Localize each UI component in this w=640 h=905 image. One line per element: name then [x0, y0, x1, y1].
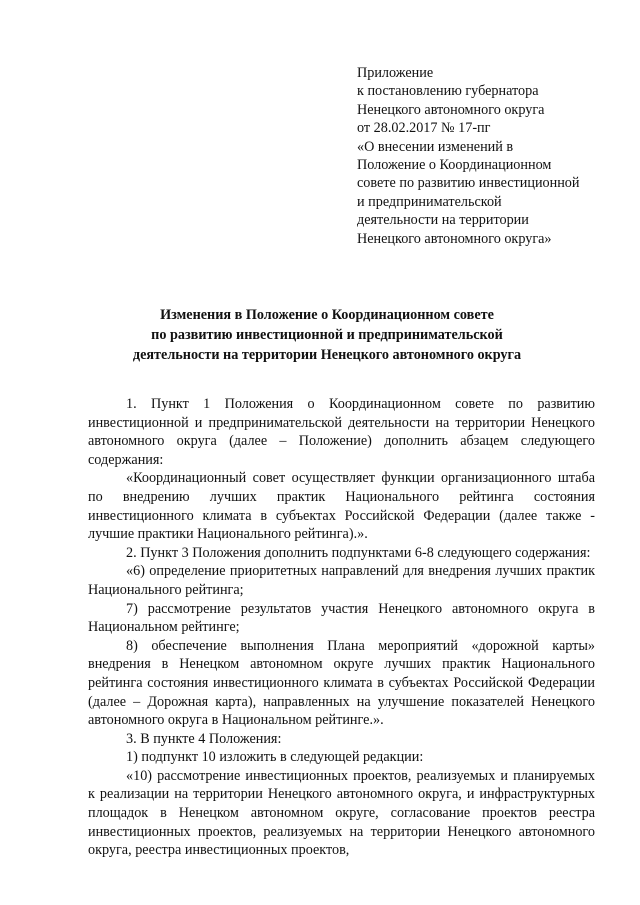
title-line: Изменения в Положение о Координационном совете: [160, 307, 494, 323]
title-line: по развитию инвестиционной и предпринимательской: [151, 327, 503, 343]
paragraph: «10) рассмотрение инвестиционных проектов, реализуемых и планируемых к реализации на территории Ненецкого автономного округа, и инфраструктурных площадок в Ненецком автономном округе, согласование проектов реестра инвестиционных проектов, реализуемых на территории Ненецкого автономного округа, реестра инвестиционных проектов,: [88, 767, 595, 859]
paragraph: 1. Пункт 1 Положения о Координационном совете по развитию инвестиционной и предпринимательской деятельности на территории Ненецкого автономного округа (далее – Положение) дополнить абзацем следующего содержания:: [88, 396, 595, 468]
paragraph: 1) подпункт 10 изложить в следующей редакции:: [126, 749, 424, 766]
document-body: [88, 395, 595, 860]
paragraph: «Координационный совет осуществляет функции организационного штаба по внедрению лучших практик Национального рейтинга состояния инвестиционного климата в субъектах Российской Федерации (далее также - лучшие практики Национального рейтинга).».: [88, 470, 595, 543]
appendix-line: Ненецкого автономного округа»: [357, 230, 552, 247]
paragraph: 8) обеспечение выполнения Плана мероприятий «дорожной карты» внедрения в Ненецком автономном округе лучших практик Национального рейтинга состояния инвестиционного климата в субъектах Российской Федерации (далее – Дорожная карта), направленных на улучшение показателей Ненецкого автономного округа в Национальном рейтинге.».: [88, 637, 595, 729]
appendix-line: деятельности на территории: [357, 212, 529, 229]
appendix-line: и предпринимательской: [357, 193, 502, 210]
appendix-line: совете по развитию инвестиционной: [357, 175, 580, 192]
appendix-line: Положение о Координационном: [357, 157, 552, 174]
title-line: деятельности на территории Ненецкого автономного округа: [132, 347, 522, 363]
appendix-line: Приложение: [357, 65, 434, 81]
paragraph: 7) рассмотрение результатов участия Ненецкого автономного округа в Национальном рейтинге;: [88, 600, 595, 636]
document-title: [60, 305, 594, 365]
paragraph: 3. В пункте 4 Положения:: [126, 730, 282, 747]
appendix-line: от 28.02.2017 № 17-пг: [357, 120, 491, 137]
paragraph: «6) определение приоритетных направлений для внедрения лучших практик Национального рейтинга;: [88, 563, 595, 598]
appendix-line: к постановлению губернатора: [357, 83, 539, 100]
appendix-line: Ненецкого автономного округа: [357, 101, 545, 118]
paragraph: 2. Пункт 3 Положения дополнить подпунктами 6-8 следующего содержания:: [126, 544, 591, 561]
appendix-line: «О внесении изменений в: [357, 138, 514, 155]
appendix-header: [357, 64, 617, 248]
